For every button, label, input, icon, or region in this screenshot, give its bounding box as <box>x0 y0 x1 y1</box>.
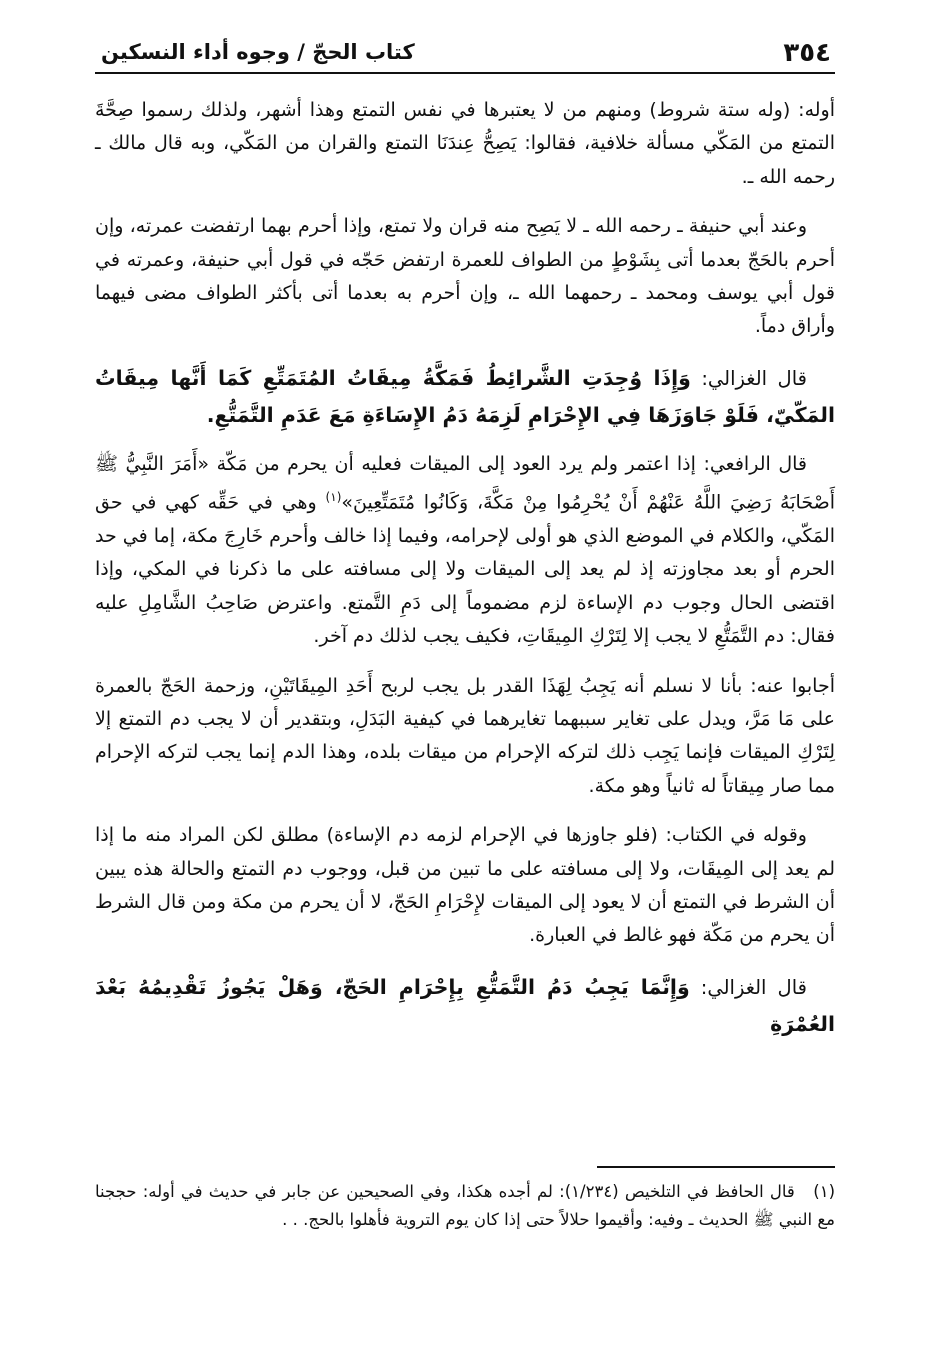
paragraph-text: أجابوا عنه: بأنا لا نسلم أنه يَجِبُ لِهَذَا القدر بل يجب لربح أَحَدِ المِيقَاتَيْنِ، وزحمة الحَجّ بالعمرة على مَا مَرَّ، ويدل على تغاير سببهما تغايرهما في كيفية البَدَلِ، وبتقدير أن لا يجب دم التمتع إلا لِتَرْكِ الميقات فإنما يَجِب ذلك لتركه الإحرام من ميقات بلده، وهذا الدم إنما يجب لتركه الإحرام مما صار مِيقاتاً له ثانياً وهو مكة. <box>95 674 835 797</box>
book-page <box>95 38 835 1338</box>
paragraph-rafii <box>95 448 835 654</box>
footnote-reference[interactable]: (١) <box>325 490 342 505</box>
paragraph-text: وعند أبي حنيفة ـ رحمه الله ـ لا يَصِح منه قران ولا تمتع، وإذا أحرم بهما ارتفضت عمرته، وإن أحرم بالحَجّ بعدما أتى بِشَوْطٍ من الطواف للعمرة ارتفض حَجّه في قول أبي حنيفة، وعمرته في قول أبي يوسف ومحمد ـ رحمهما الله ـ، وإن أحرم به بعدما أتى بأكثر الطواف مضى فيهما وأراق دماً. <box>95 215 835 338</box>
paragraph-book-statement <box>95 819 835 953</box>
paragraph-1 <box>95 94 835 194</box>
quote-text: وَإِذَا وُجِدَتِ الشَّرائِطُ فَمَكَّةُ مِيقَاتُ المُتَمَتِّعِ كَمَا أَنَّها مِيقَاتُ المَكّيّ، فَلَوْ جَاوَزَهَا فِي الإِحْرَامِ لَزِمَهُ دَمُ الإِسَاءَةِ مَعَ عَدَمِ التَّمَتُّعِ. <box>95 365 835 427</box>
paragraph-answer <box>95 670 835 804</box>
running-title: كتاب الحجّ / وجوه أداء النسكين <box>101 40 415 64</box>
main-text <box>95 94 835 1043</box>
page-number: ٣٥٤ <box>783 38 831 68</box>
ghazali-quote-2 <box>95 969 835 1043</box>
quote-lead: قال الغزالي: <box>689 975 807 999</box>
paragraph-text-continued: وهي في حَقِّه كهي في حق المَكّي، والكلام في الموضع الذي هو أولى لإحرامه، وفيما إذا خالف وأحرم خَارِجَ مكة، إما في حد الحرم أو بعد مجاوزته إذ لم يعد إلى الميقات ولا إلى مسافته على ما ذكرنا في المكي، وإذا اقتضى الحال وجوب دم الإساءة لزم مضموماً إلى دَمِ التَّمتع. واعترض صَاحِبُ الشَّامِلِ عليه فقال: دم التَّمَتُّعِ لا يجب إلا لِتَرْكِ المِيقَاتِ، فكيف يجب لذلك دم آخر. <box>95 491 835 648</box>
quote-lead: قال الغزالي: <box>690 366 807 390</box>
paragraph-text: قال الرافعي: إذا اعتمر ولم يرد العود إلى الميقات فعليه أن يحرم من مَكّة «أَمَرَ النَّبِيُّ ﷺ أَصْحَابَهُ رَضِيَ اللَّهُ عَنْهُمْ أَنْ يُحْرِمُوا مِنْ مَكَّةَ، وَكَانُوا مُتَمَتِّعِينَ» <box>95 452 835 514</box>
ghazali-quote-1 <box>95 360 835 434</box>
footnote-number: (١) <box>813 1182 835 1201</box>
paragraph-2 <box>95 210 835 344</box>
footnote-text: قال الحافظ في التلخيص (١/٢٣٤): لم أجده هكذا، وفي الصحيحين عن جابر في حديث في أوله: حججنا مع النبي ﷺ الحديث ـ وفيه: وأقيموا حلالاً حتى إذا كان يوم التروية فأهلوا بالحج. . . <box>95 1182 835 1229</box>
paragraph-text: وقوله في الكتاب: (فلو جاوزها في الإحرام لزمه دم الإساءة) مطلق لكن المراد منه ما إذا لم يعد إلى المِيقَات، ولا إلى مسافته على ما تبين من قبل، ووجوب دم التمتع والحالة هذه يبين أن الشرط في التمتع أن لا يعود إلى الميقات لإِحْرَامِ الحَجّ، لا أن يحرم من مكة ومن قال الشرط أن يحرم من مَكّة فهو غالط في العبارة. <box>95 824 835 947</box>
quote-text: وَإِنَّمَا يَجِبُ دَمُ التَّمَتُّعِ بِإِحْرَامِ الحَجّ، وَهَلْ يَجُوزُ تَقْدِيمُهُ بَعْدَ العُمْرَةِ <box>95 974 835 1036</box>
paragraph-text: أوله: (وله ستة شروط) ومنهم من لا يعتبرها في نفس التمتع وهذا أشهر، ولذلك رسموا صِحَّةَ التمتع من المَكّي مسألة خلافية، فقالوا: يَصِحُّ عِندَنَا التمتع والقران من المَكّي، وبه قال مالك ـ رحمه الله ـ. <box>95 99 835 188</box>
footnote <box>95 1178 835 1234</box>
footnote-divider <box>597 1166 835 1168</box>
page-header <box>95 38 835 74</box>
